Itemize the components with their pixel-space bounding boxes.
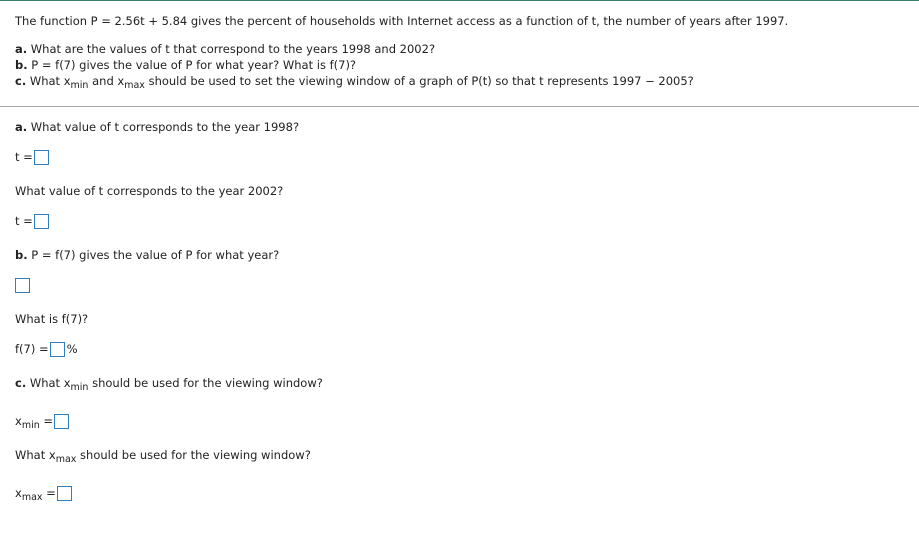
answer-row-f7 — [15, 340, 78, 358]
part-c-prefix: c. — [15, 74, 27, 88]
answer-row-xmax — [15, 484, 72, 502]
problem-part-c — [15, 74, 694, 91]
q6-text-2: should be used for the viewing window? — [80, 448, 311, 462]
part-a-text: What are the values of t that correspond to the years 1998 and 2002? — [30, 42, 436, 56]
part-c-text-2: and x — [92, 74, 125, 88]
question-c-1 — [15, 376, 323, 393]
answer-row-year — [15, 276, 30, 294]
year-input[interactable] — [15, 278, 30, 293]
xmin-eq: = — [43, 414, 54, 428]
f7-label: f(7) = — [15, 342, 49, 356]
answer-row-xmin — [15, 412, 69, 430]
xmin-sub: min — [21, 420, 40, 431]
q5-text-1: What x — [29, 376, 71, 390]
answer-row-t-2002 — [15, 212, 49, 230]
percent-suffix: % — [66, 342, 78, 356]
section-divider — [0, 106, 919, 107]
question-c-2 — [15, 448, 311, 465]
part-c-text-1: What x — [29, 74, 71, 88]
t-1998-input[interactable] — [34, 150, 49, 165]
problem-part-a — [15, 42, 435, 56]
t-label: t = — [15, 150, 33, 164]
answer-row-t-1998 — [15, 148, 49, 166]
xmax-sub: max — [21, 492, 43, 503]
part-b-prefix: b. — [15, 58, 28, 72]
part-c-sub-1: min — [70, 80, 89, 91]
t-label: t = — [15, 214, 33, 228]
part-b-text: P = f(7) gives the value of P for what year? What is f(7)? — [31, 58, 357, 72]
xmax-eq: = — [46, 486, 56, 500]
q5-sub: min — [70, 382, 89, 393]
xmin-label — [15, 414, 54, 431]
question-b-2: What is f(7)? — [15, 312, 89, 326]
question-a-1 — [15, 120, 299, 134]
xmin-input[interactable] — [54, 414, 69, 429]
xmax-label — [15, 486, 56, 503]
f7-input[interactable] — [50, 342, 65, 357]
q5-text-2: should be used for the viewing window? — [92, 376, 323, 390]
problem-part-b — [15, 58, 356, 72]
q6-sub: max — [55, 454, 77, 465]
q3-text: P = f(7) gives the value of P for what year? — [31, 248, 280, 262]
top-rule — [0, 0, 919, 1]
xmax-var: x — [15, 486, 22, 500]
q6-text-1: What x — [15, 448, 56, 462]
q1-prefix: a. — [15, 120, 28, 134]
xmin-var: x — [15, 414, 22, 428]
question-b-1 — [15, 248, 279, 262]
t-2002-input[interactable] — [34, 214, 49, 229]
xmax-input[interactable] — [57, 486, 72, 501]
q3-prefix: b. — [15, 248, 28, 262]
question-a-2: What value of t corresponds to the year 2002? — [15, 184, 284, 198]
part-a-prefix: a. — [15, 42, 28, 56]
q1-text: What value of t corresponds to the year 1998? — [30, 120, 300, 134]
part-c-text-3: should be used to set the viewing window of a graph of P(t) so that t represents 1997 − 2005? — [148, 74, 694, 88]
q5-prefix: c. — [15, 376, 27, 390]
problem-intro: The function P = 2.56t + 5.84 gives the percent of households with Internet access as a function of t, the number of years after 1997. — [15, 14, 789, 28]
part-c-sub-2: max — [124, 80, 145, 91]
